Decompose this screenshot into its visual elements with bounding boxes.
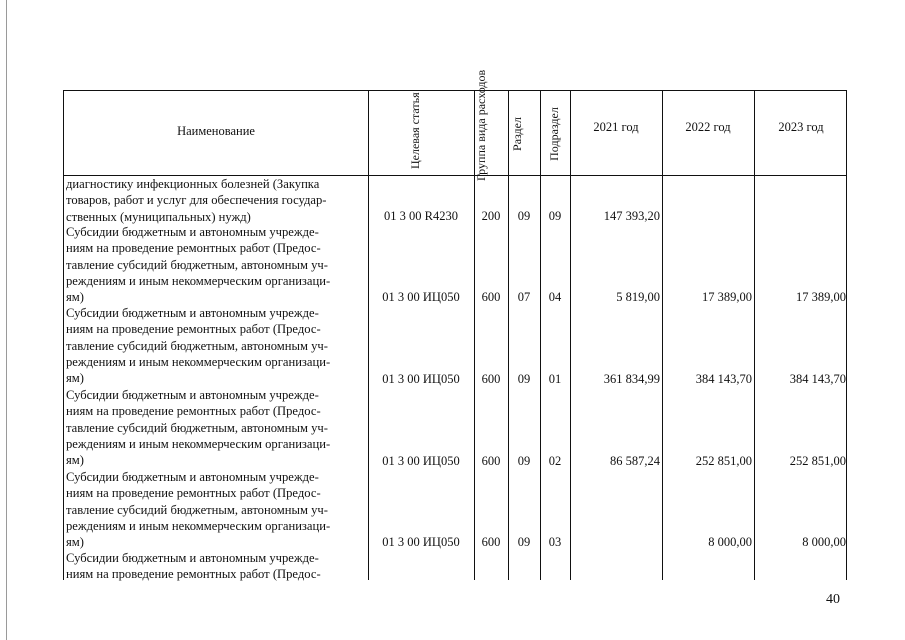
row-code: 01 3 00 ИЦ050 — [382, 535, 460, 549]
row-name: диагностику инфекционных болезней (Закупка товаров, работ и услуг для обеспечения государ- ственных (муниципальных) нужд) — [66, 177, 327, 224]
row-2022: 384 143,70 — [695, 372, 752, 386]
header-2023: 2023 год — [778, 120, 824, 134]
row-2021: 361 834,99 — [603, 372, 660, 386]
page-edge-rule — [6, 0, 7, 640]
row-2023: 17 389,00 — [796, 290, 846, 304]
row-section: 09 — [517, 372, 531, 386]
row-2021: 5 819,00 — [616, 290, 660, 304]
header-name: Наименование — [177, 124, 255, 138]
row-name: Субсидии бюджетным и автономным учрежде- ниям на проведение ремонтных работ (Предос- тавление субсидий бюджетным, автономным уч- реждениям и иным некоммерческим организаци- ям) — [66, 306, 331, 386]
row-subsection: 04 — [548, 290, 562, 304]
row-2021: 147 393,20 — [603, 209, 660, 223]
col-divider — [508, 91, 509, 580]
row-2022: 8 000,00 — [708, 535, 752, 549]
row-code: 01 3 00 R4230 — [384, 209, 458, 223]
row-group: 600 — [481, 372, 501, 386]
row-name: Субсидии бюджетным и автономным учрежде- ниям на проведение ремонтных работ (Предос- тавление субсидий бюджетным, автономным уч- реждениям и иным некоммерческим организаци- ям) — [66, 388, 331, 468]
row-group: 600 — [481, 535, 501, 549]
col-divider — [570, 91, 571, 580]
row-group: 600 — [481, 290, 501, 304]
header-expense-group: Группа вида расходов — [474, 69, 488, 181]
row-name: Субсидии бюджетным и автономным учрежде- ниям на проведение ремонтных работ (Предос- — [66, 551, 321, 582]
header-2022: 2022 год — [685, 120, 731, 134]
row-2023: 252 851,00 — [789, 454, 846, 468]
row-subsection: 01 — [548, 372, 562, 386]
row-code: 01 3 00 ИЦ050 — [382, 290, 460, 304]
row-name: Субсидии бюджетным и автономным учрежде- ниям на проведение ремонтных работ (Предос- тавление субсидий бюджетным, автономным уч- реждениям и иным некоммерческим организаци- ям) — [66, 225, 331, 305]
row-2021: 86 587,24 — [610, 454, 660, 468]
row-section: 09 — [517, 454, 531, 468]
row-section: 07 — [517, 290, 531, 304]
row-group: 200 — [481, 209, 501, 223]
col-divider — [662, 91, 663, 580]
header-section: Раздел — [510, 117, 524, 151]
row-name: Субсидии бюджетным и автономным учрежде- ниям на проведение ремонтных работ (Предос- тавление субсидий бюджетным, автономным уч- реждениям и иным некоммерческим организаци- ям) — [66, 470, 331, 550]
row-subsection: 09 — [548, 209, 562, 223]
header-subsection: Подраздел — [547, 107, 561, 161]
budget-table — [63, 69, 847, 582]
row-group: 600 — [481, 454, 501, 468]
row-subsection: 02 — [548, 454, 562, 468]
row-code: 01 3 00 ИЦ050 — [382, 372, 460, 386]
row-2022: 252 851,00 — [695, 454, 752, 468]
col-divider — [754, 91, 755, 580]
page-number: 40 — [826, 592, 840, 607]
row-subsection: 03 — [548, 535, 562, 549]
header-target-article: Целевая статья — [408, 92, 422, 169]
header-2021: 2021 год — [593, 120, 639, 134]
row-2023: 384 143,70 — [789, 372, 846, 386]
row-2022: 17 389,00 — [702, 290, 752, 304]
row-section: 09 — [517, 209, 531, 223]
row-code: 01 3 00 ИЦ050 — [382, 454, 460, 468]
col-divider — [540, 91, 541, 580]
col-divider — [368, 91, 369, 580]
row-2023: 8 000,00 — [802, 535, 846, 549]
row-section: 09 — [517, 535, 531, 549]
